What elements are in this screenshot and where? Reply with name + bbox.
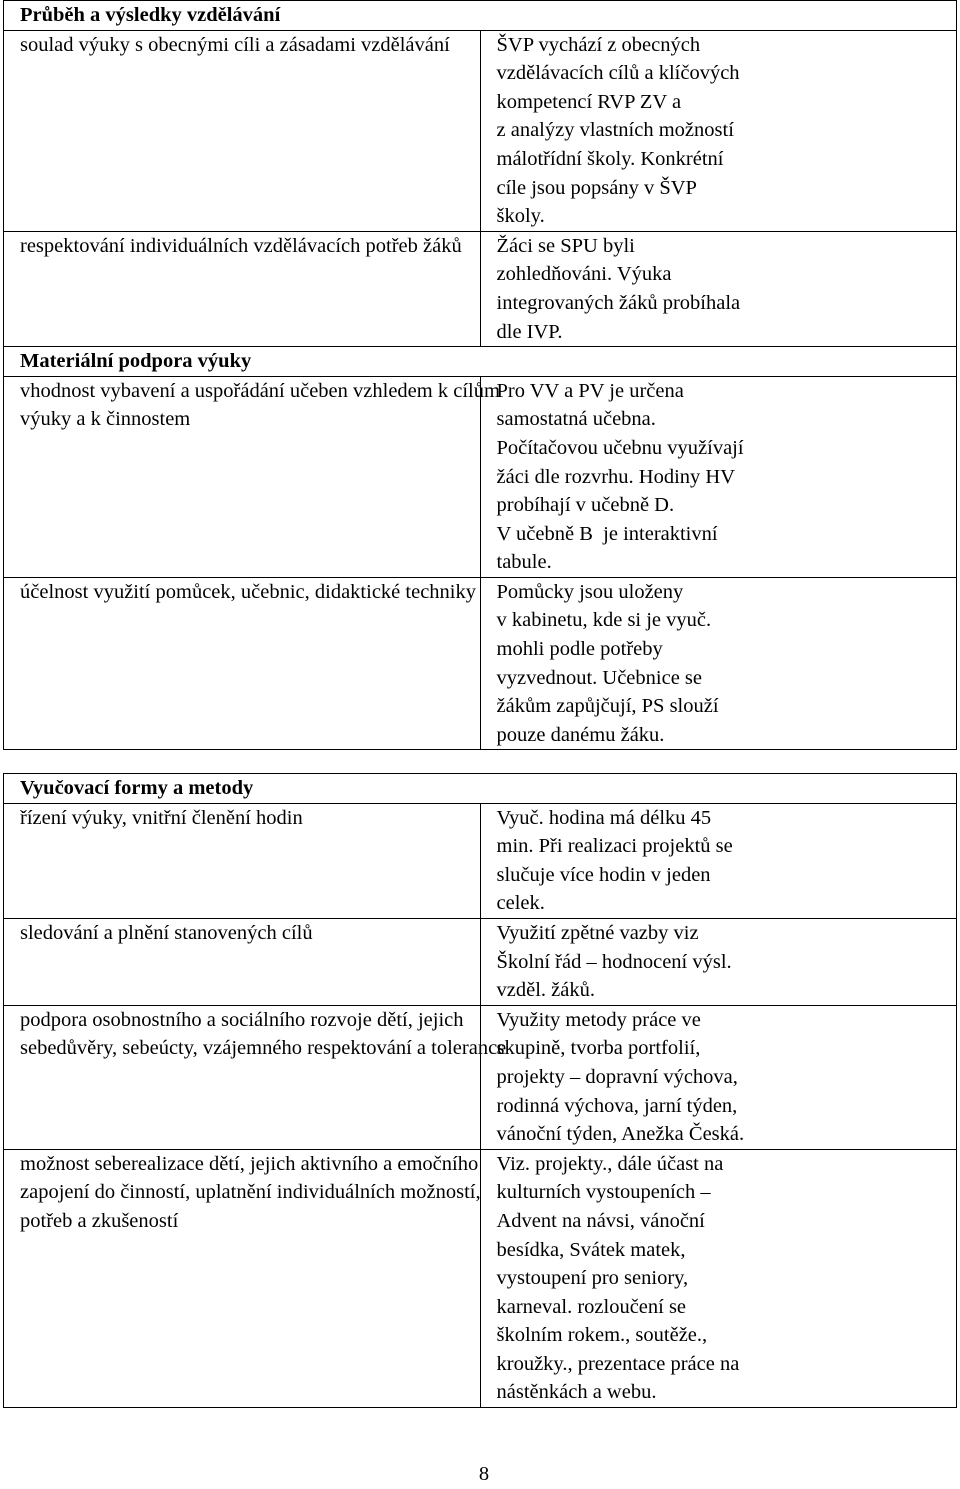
evaluation-text: zohledňováni. Výuka (496, 263, 672, 286)
evaluation-text: probíhají v učebně D. (496, 494, 675, 517)
evaluation-cell (480, 1005, 957, 1149)
evaluation-text: žákům zapůjčují, PS slouží (496, 695, 719, 718)
evaluation-text: dle IVP. (496, 320, 563, 343)
table-row (4, 577, 957, 750)
evaluation-text: v kabinetu, kde si je vyuč. (496, 609, 712, 632)
criterion-cell (4, 376, 500, 577)
section-heading (4, 347, 957, 377)
evaluation-text: samostatná učebna. (496, 408, 656, 431)
evaluation-text: vystoupení pro seniory, (496, 1267, 689, 1290)
evaluation-text: kulturních vystoupeních – (496, 1181, 711, 1204)
evaluation-text: projekty – dopravní výchova, (496, 1065, 738, 1088)
criterion-text: výuky a k činnostem (20, 408, 191, 431)
criterion-text: sledování a plnění stanovených cílů (20, 921, 313, 944)
evaluation-text: tabule. (496, 551, 552, 574)
criterion-text: potřeb a zkušeností (20, 1209, 179, 1232)
table-row (4, 1149, 957, 1407)
evaluation-cell (480, 803, 957, 918)
criterion-text: soulad výuky s obecnými cíli a zásadami vzdělávání (20, 33, 450, 56)
evaluation-cell (480, 231, 957, 346)
criterion-text: sebedůvěry, sebeúcty, vzájemného respektování a tolerance (20, 1037, 507, 1060)
section-heading-text: Materiální podpora výuky (20, 350, 252, 373)
evaluation-text: školním rokem., soutěže., (496, 1324, 708, 1347)
evaluation-text: Využity metody práce ve (496, 1008, 701, 1031)
section-heading-row (4, 1, 957, 31)
criterion-text: možnost seberealizace dětí, jejich aktivního a emočního (20, 1152, 479, 1175)
evaluation-text: karneval. rozloučení se (496, 1295, 687, 1318)
criterion-cell (4, 1149, 481, 1407)
evaluation-text: málotřídní školy. Konkrétní (496, 147, 724, 170)
evaluation-text: besídka, Svátek matek, (496, 1238, 686, 1261)
table-row (4, 376, 957, 577)
table-row (4, 30, 957, 231)
evaluation-text: integrovaných žáků probíhala (496, 291, 741, 314)
table-row (4, 803, 957, 918)
evaluation-text: pouze danému žáku. (496, 723, 665, 746)
evaluation-text: slučuje více hodin v jeden (496, 863, 711, 886)
evaluation-text: z analýzy vlastních možností (496, 119, 734, 142)
evaluation-text: nástěnkách a webu. (496, 1381, 657, 1404)
section-heading-text: Průběh a výsledky vzdělávání (20, 4, 281, 26)
evaluation-text: ŠVP vychází z obecných (496, 33, 701, 56)
evaluation-table-1 (3, 0, 957, 750)
evaluation-text: V učebně B je interaktivní (496, 522, 718, 545)
section-heading-text: Vyučovací formy a metody (20, 777, 254, 799)
evaluation-cell (480, 376, 957, 577)
table-row (4, 1005, 957, 1149)
evaluation-text: Advent na návsi, vánoční (496, 1209, 705, 1232)
criterion-cell (4, 577, 481, 750)
evaluation-text: Vyuč. hodina má délku 45 (496, 806, 712, 829)
criterion-text: účelnost využití pomůcek, učebnic, didaktické techniky (20, 580, 476, 603)
evaluation-text: školy. (496, 205, 545, 228)
criterion-cell (4, 918, 481, 1005)
section-heading (4, 1, 957, 31)
evaluation-text: vzdělávacích cílů a klíčových (496, 62, 740, 85)
table-row (4, 231, 957, 346)
evaluation-text: Počítačovou učebnu využívají (496, 436, 744, 459)
evaluation-text: min. Při realizaci projektů se (496, 835, 733, 858)
evaluation-cell (480, 1149, 957, 1407)
evaluation-text: vyzvednout. Učebnice se (496, 666, 702, 689)
section-heading (4, 774, 957, 804)
evaluation-text: vánoční týden, Anežka Česká. (496, 1123, 745, 1146)
criterion-cell (4, 803, 481, 918)
evaluation-cell (480, 918, 957, 1005)
evaluation-text: mohli podle potřeby (496, 638, 663, 661)
evaluation-text: skupině, tvorba portfolií, (496, 1037, 701, 1060)
criterion-cell (4, 1005, 507, 1149)
criterion-text: respektování individuálních vzdělávacích potřeb žáků (20, 234, 462, 257)
evaluation-text: celek. (496, 892, 545, 915)
evaluation-text: kroužky., prezentace práce na (496, 1352, 740, 1375)
criterion-cell (4, 231, 481, 346)
evaluation-text: rodinná výchova, jarní týden, (496, 1094, 738, 1117)
page-number: 8 (478, 1463, 490, 1485)
criterion-cell (4, 30, 481, 231)
evaluation-text: Žáci se SPU byli (496, 234, 635, 257)
evaluation-text: Viz. projekty., dále účast na (496, 1152, 724, 1175)
evaluation-text: Školní řád – hodnocení výsl. (496, 950, 732, 973)
section-heading-row (4, 774, 957, 804)
evaluation-cell (480, 30, 957, 231)
evaluation-text: Pomůcky jsou uloženy (496, 580, 684, 603)
table-row (4, 918, 957, 1005)
criterion-text: zapojení do činností, uplatnění individuálních možností, (20, 1181, 481, 1204)
evaluation-text: Pro VV a PV je určena (496, 379, 684, 402)
evaluation-text: žáci dle rozvrhu. Hodiny HV (496, 465, 736, 488)
evaluation-text: vzděl. žáků. (496, 979, 595, 1002)
criterion-text: podpora osobnostního a sociálního rozvoje dětí, jejich (20, 1008, 464, 1031)
evaluation-cell (480, 577, 957, 750)
evaluation-text: cíle jsou popsány v ŠVP (496, 176, 697, 199)
criterion-text: vhodnost vybavení a uspořádání učeben vzhledem k cílům (20, 379, 500, 402)
evaluation-text: kompetencí RVP ZV a (496, 90, 682, 113)
evaluation-text: Využití zpětné vazby viz (496, 921, 699, 944)
criterion-text: řízení výuky, vnitřní členění hodin (20, 806, 303, 829)
section-heading-row (4, 347, 957, 377)
evaluation-table-2 (3, 773, 957, 1408)
